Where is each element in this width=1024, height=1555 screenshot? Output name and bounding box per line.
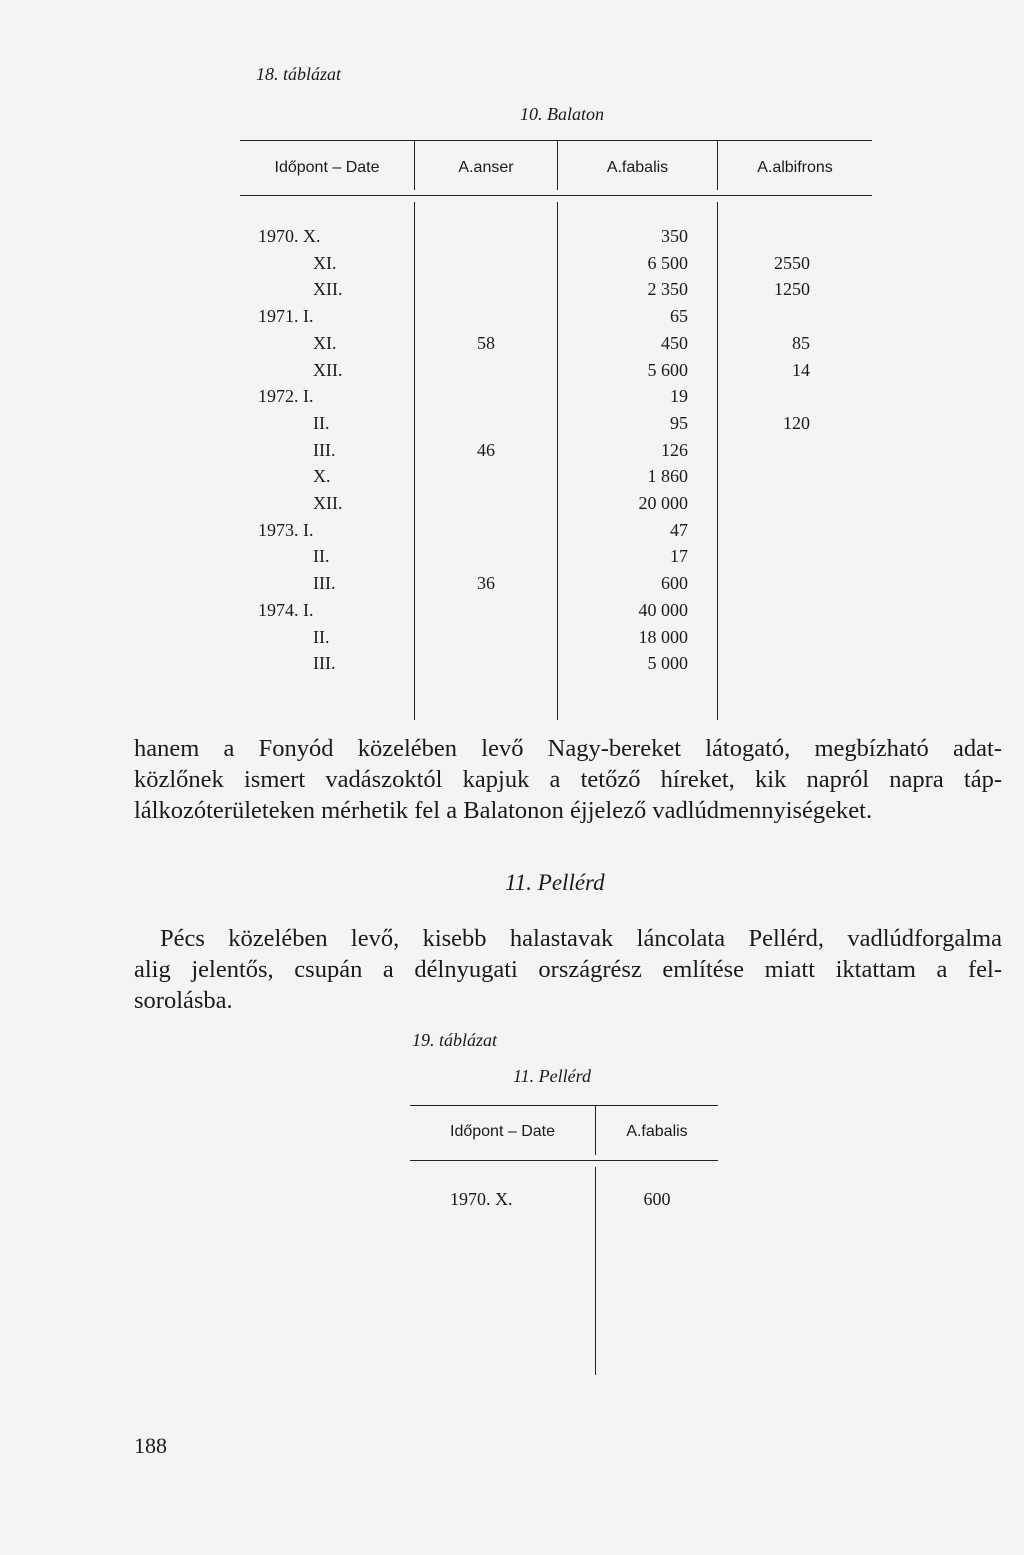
paragraph-line: Pécs közelében levő, kisebb halastavak láncolata Pellérd, vadlúdforgalma xyxy=(160,925,1002,952)
table-cell-anser: 46 xyxy=(477,439,495,460)
table-rule-top xyxy=(240,140,872,141)
table-cell-anser xyxy=(415,357,557,384)
table-cell-albifrons: 1250 xyxy=(774,279,810,300)
table-cell-date: II. xyxy=(313,546,330,567)
table-cell-date: 1970. X. xyxy=(450,1189,513,1209)
table-cell-albifrons xyxy=(718,437,810,464)
table-cell-fabalis: 19 xyxy=(670,386,688,407)
table-cell-anser xyxy=(415,597,557,624)
paragraph-line: hanem a Fonyód közelében levő Nagy-bereket látogató, megbízható adat- xyxy=(134,735,1002,762)
table-rule-top xyxy=(410,1105,718,1106)
table-cell-anser xyxy=(415,383,557,410)
table-cell-anser xyxy=(415,517,557,544)
table-18 xyxy=(240,140,872,720)
table-cell-albifrons xyxy=(718,570,810,597)
section-heading: 11. Pellérd xyxy=(505,870,605,895)
table-cell-fabalis: 2 350 xyxy=(647,279,688,300)
table-cell-anser: 58 xyxy=(477,332,495,353)
table-cell-date: XII. xyxy=(313,359,343,380)
header-fabalis: A.fabalis xyxy=(606,159,669,176)
table-cell-date: XI. xyxy=(313,332,337,353)
table18-subtitle: 10. Balaton xyxy=(520,104,604,124)
table-cell-anser xyxy=(415,463,557,490)
table-19 xyxy=(410,1105,718,1375)
table-cell-date: 1971. I. xyxy=(258,306,314,327)
table-cell-date: II. xyxy=(313,626,330,647)
table-cell-fabalis: 17 xyxy=(670,546,688,567)
table-cell-albifrons: 120 xyxy=(783,412,810,433)
table-cell-fabalis: 1 860 xyxy=(647,466,688,487)
table-cell-albifrons: 14 xyxy=(792,359,810,380)
header-date: Időpont – Date xyxy=(274,159,380,176)
header-fabalis: A.fabalis xyxy=(626,1123,688,1140)
table-cell-fabalis: 47 xyxy=(670,519,688,540)
table-cell-fabalis: 65 xyxy=(670,306,688,327)
table-cell-anser: 36 xyxy=(477,573,495,594)
table-rule-header xyxy=(240,195,872,196)
paragraph-1 xyxy=(134,733,1002,826)
table-cell-albifrons: 85 xyxy=(792,332,810,353)
table-cell-albifrons xyxy=(718,517,810,544)
table-cell-albifrons xyxy=(718,543,810,570)
table-cell-fabalis: 350 xyxy=(661,226,688,246)
table-cell-fabalis: 126 xyxy=(661,439,688,460)
table-cell-anser xyxy=(415,650,557,677)
table-cell-date: III. xyxy=(313,573,336,594)
paragraph-line: sorolásba. xyxy=(134,987,233,1014)
table-cell-fabalis: 95 xyxy=(670,412,688,433)
table-cell-albifrons: 2550 xyxy=(774,252,810,273)
table19-caption: 19. táblázat xyxy=(412,1030,498,1050)
table-cell-albifrons xyxy=(718,223,810,250)
table-cell-date: XI. xyxy=(313,252,337,273)
table-cell-fabalis: 40 000 xyxy=(638,599,688,620)
table-cell-date: 1970. X. xyxy=(258,226,321,246)
table-cell-anser xyxy=(415,624,557,651)
table-cell-albifrons xyxy=(718,303,810,330)
table-cell-date: III. xyxy=(313,439,336,460)
table-cell-anser xyxy=(415,250,557,277)
table-cell-albifrons xyxy=(718,597,810,624)
table-cell-fabalis: 600 xyxy=(661,573,688,594)
table-cell-date: X. xyxy=(313,466,331,487)
table19-subtitle: 11. Pellérd xyxy=(513,1066,591,1086)
table-cell-date: 1972. I. xyxy=(258,386,314,407)
table-cell-albifrons xyxy=(718,490,810,517)
paragraph-line: alig jelentős, csupán a délnyugati országrész említése miatt iktattam a fel- xyxy=(134,956,1002,983)
table-cell-anser xyxy=(415,490,557,517)
header-anser: A.anser xyxy=(458,159,514,176)
table-cell-albifrons xyxy=(718,383,810,410)
table-cell-fabalis: 450 xyxy=(661,332,688,353)
table-cell-fabalis: 6 500 xyxy=(647,252,688,273)
table-rule-header xyxy=(410,1160,718,1161)
table-cell-fabalis: 600 xyxy=(643,1189,671,1209)
table-cell-fabalis: 18 000 xyxy=(638,626,688,647)
page-number: 188 xyxy=(134,1433,167,1458)
header-date: Időpont – Date xyxy=(450,1123,555,1140)
paragraph-line: lálkozóterületeken mérhetik fel a Balatonon éjjelező vadlúdmennyiségeket. xyxy=(134,797,873,824)
table-cell-albifrons xyxy=(718,624,810,651)
table-cell-fabalis: 5 600 xyxy=(647,359,688,380)
table-cell-anser xyxy=(415,303,557,330)
header-albifrons: A.albifrons xyxy=(757,159,833,176)
table-cell-date: 1973. I. xyxy=(258,519,314,540)
paragraph-2 xyxy=(134,923,1002,1016)
table-cell-date: XII. xyxy=(313,493,343,513)
table-cell-date: 1974. I. xyxy=(258,599,314,620)
table18-caption: 18. táblázat xyxy=(256,64,342,84)
paragraph-line: közlőnek ismert vadászoktól kapjuk a tetőző híreket, kik napról napra táp- xyxy=(134,766,1002,793)
table-cell-albifrons xyxy=(718,650,810,677)
table-cell-fabalis: 20 000 xyxy=(638,493,688,513)
table-cell-anser xyxy=(415,223,557,250)
table-cell-albifrons xyxy=(718,463,810,490)
table-cell-anser xyxy=(415,410,557,437)
table-cell-anser xyxy=(415,276,557,303)
table-cell-date: III. xyxy=(313,653,336,674)
table-cell-date: XII. xyxy=(313,279,343,300)
table-cell-date: II. xyxy=(313,412,330,433)
table-cell-fabalis: 5 000 xyxy=(647,653,688,674)
table-cell-anser xyxy=(415,543,557,570)
